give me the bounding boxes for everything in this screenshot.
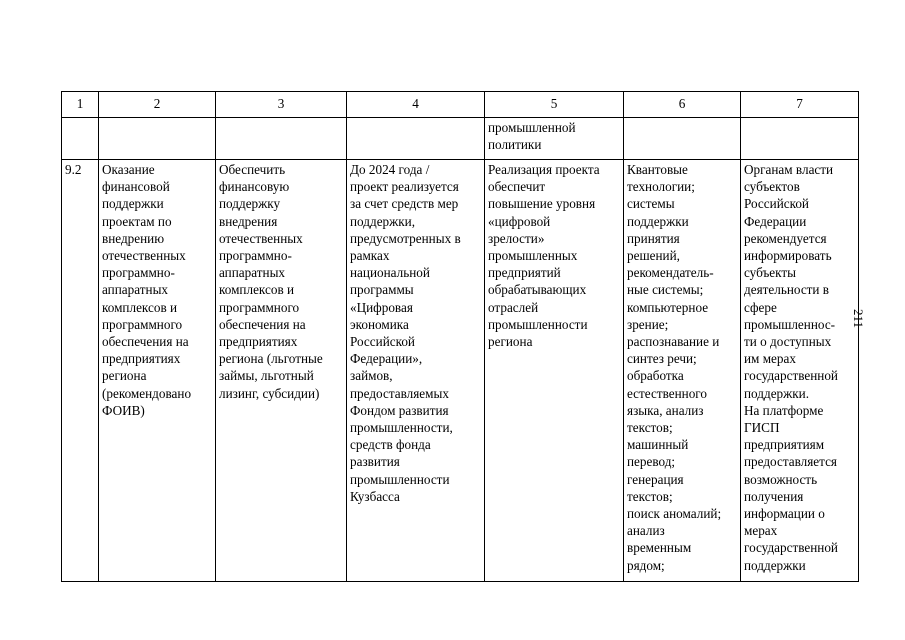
technologies-cell <box>624 160 741 582</box>
activity-name-cell <box>99 160 216 582</box>
cell-text-line: поддержки. <box>744 385 810 401</box>
timeline-funding-cell <box>347 160 485 582</box>
cell-text-line: естественного <box>627 385 707 401</box>
cell-text-line: предприятиях <box>102 351 181 367</box>
cell-text-line: Российской <box>350 334 415 350</box>
header-cell-5: 5 <box>485 92 624 118</box>
cell-text-line: финансовой <box>102 179 170 195</box>
cell-text-line: сфере <box>744 299 777 315</box>
cell-text-line: государственной <box>744 368 838 384</box>
cell-text-line: субъектов <box>744 179 800 195</box>
cell-text-line: программы <box>350 282 414 298</box>
cell-text-line: промышленнос- <box>744 316 836 332</box>
cell-text-line: ГИСП <box>744 420 780 436</box>
cell-text-line: промышленности <box>350 471 450 487</box>
cell-text-line: предприятий <box>488 265 561 281</box>
cell-text-line: До 2024 года / <box>350 162 430 177</box>
cell-text-line: Квантовые <box>627 162 688 177</box>
cell-text-line: распознавание и <box>627 334 720 350</box>
cell-text-line: Оказание <box>102 162 155 177</box>
cell-text-line: возможность <box>744 471 818 487</box>
cell-text-line: повышение уровня <box>488 196 596 212</box>
cell-text-line: национальной <box>350 265 430 281</box>
cell-text-line: получения <box>744 488 804 504</box>
objective-cell <box>216 160 347 582</box>
cell-text-line: средств фонда <box>350 437 431 453</box>
cell-text-line: принятия <box>627 230 680 246</box>
cell-text-line: перевод; <box>627 454 676 470</box>
cell-text-line: предоставляется <box>744 454 837 470</box>
cell-text-line: внедрению <box>102 230 165 246</box>
cell-text-line: региона (льготные <box>219 351 323 367</box>
cell-text-line: На платформе <box>744 402 824 418</box>
cell-text-line: субъекты <box>744 265 797 281</box>
cell-text-line: временным <box>627 540 692 556</box>
header-cell-4: 4 <box>347 92 485 118</box>
cell-text-line: политики <box>488 137 542 153</box>
cell-text-line: отраслей <box>488 299 539 315</box>
cell-text-line: Кузбасса <box>350 488 400 504</box>
cell-text-line: Российской <box>744 196 809 212</box>
continuation-row <box>62 118 859 160</box>
cell-text-line: поддержку <box>219 196 281 212</box>
recommendations-cell <box>741 160 859 582</box>
cell-text-line: текстов; <box>627 488 673 504</box>
cell-text-line: программно- <box>102 265 175 281</box>
cell-text-line: промышленности <box>488 316 588 332</box>
expected-result-cell <box>485 160 624 582</box>
cell-text-line: обеспечения на <box>102 334 189 350</box>
cell-text-line: ные системы; <box>627 282 704 298</box>
cell-text-line: обрабатывающих <box>488 282 587 298</box>
cell-text-line: поддержки <box>744 557 806 573</box>
cell-text-line: региона <box>488 334 533 350</box>
cell-text-line: им мерах <box>744 351 796 367</box>
cell-text-line: Органам власти <box>744 162 834 177</box>
cell-text-line: информации о <box>744 506 825 522</box>
page-number: 211 <box>851 309 866 329</box>
cell-text-line: текстов; <box>627 420 673 436</box>
cell-text-line: отечественных <box>102 248 186 264</box>
cell-text-line: аппаратных <box>219 265 286 281</box>
cell-text-line: рекомендатель- <box>627 265 714 281</box>
cell-text-line: лизинг, субсидии) <box>219 385 320 401</box>
cell-text-line: развития <box>350 454 400 470</box>
cell-text-line: языка, анализ <box>627 402 704 418</box>
cell-text-line: Федерации <box>744 213 807 229</box>
cell-text-line: Фондом развития <box>350 402 449 418</box>
cell-text-line: за счет средств мер <box>350 196 459 212</box>
cell-text-line: предусмотренных в <box>350 230 461 246</box>
header-cell-3: 3 <box>216 92 347 118</box>
table-row-9-2 <box>62 160 859 582</box>
cell-text-line: поиск аномалий; <box>627 506 722 522</box>
cell-text-line: ти о доступных <box>744 334 832 350</box>
cell-text-line: предприятиях <box>219 334 298 350</box>
row-number-cell: 9.2 <box>62 160 99 582</box>
cell-text-line: проектам по <box>102 213 172 229</box>
cell-text-line: предприятиям <box>744 437 825 453</box>
cell-text-line: проект реализуется <box>350 179 459 195</box>
header-cell-2: 2 <box>99 92 216 118</box>
cell-text-line: займы, льготный <box>219 368 314 384</box>
header-row <box>62 92 859 118</box>
cell-text-line: Обеспечить <box>219 162 286 177</box>
cont-cell-7 <box>741 118 859 160</box>
cell-text-line: решений, <box>627 248 680 264</box>
cell-text-line: программно- <box>219 248 292 264</box>
cont-cell-5 <box>485 118 624 160</box>
cell-text-line: поддержки, <box>350 213 416 229</box>
cell-text-line: обеспечения на <box>219 316 306 332</box>
cont-cell-1 <box>62 118 99 160</box>
cont-cell-4 <box>347 118 485 160</box>
cell-text-line: рамках <box>350 248 390 264</box>
cell-text-line: деятельности в <box>744 282 830 298</box>
cont-cell-3 <box>216 118 347 160</box>
cell-text-line: (рекомендовано <box>102 385 192 401</box>
cell-text-line: аппаратных <box>102 282 169 298</box>
cell-text-line: Федерации», <box>350 351 423 367</box>
cell-text-line: государственной <box>744 540 838 556</box>
header-cell-1: 1 <box>62 92 99 118</box>
cell-text-line: системы <box>627 196 675 212</box>
cell-text-line: обеспечит <box>488 179 546 195</box>
cell-text-line: мерах <box>744 523 778 539</box>
cell-text-line: поддержки <box>102 196 164 212</box>
cell-text-line: зрение; <box>627 316 669 332</box>
cell-text-line: региона <box>102 368 147 384</box>
cell-text-line: обработка <box>627 368 684 384</box>
cell-text-line: машинный <box>627 437 689 453</box>
cell-text-line: комплексов и <box>219 282 295 298</box>
cell-text-line: «цифровой <box>488 213 551 229</box>
cell-text-line: займов, <box>350 368 393 384</box>
cell-text-line: ФОИВ) <box>102 402 145 418</box>
cell-text-line: генерация <box>627 471 684 487</box>
cell-text-line: внедрения <box>219 213 278 229</box>
cell-text-line: анализ <box>627 523 665 539</box>
cell-text-line: «Цифровая <box>350 299 413 315</box>
cell-text-line: финансовую <box>219 179 290 195</box>
header-cell-7: 7 <box>741 92 859 118</box>
cell-text-line: информировать <box>744 248 832 264</box>
cell-text-line: зрелости» <box>488 230 545 246</box>
cell-text-line: программного <box>102 316 183 332</box>
cell-text-line: рядом; <box>627 557 665 573</box>
header-cell-6: 6 <box>624 92 741 118</box>
cell-text-line: предоставляемых <box>350 385 449 401</box>
cont-cell-6 <box>624 118 741 160</box>
cell-text-line: Реализация проекта <box>488 162 600 177</box>
cell-text-line: промышленной <box>488 120 576 135</box>
data-table <box>61 91 859 582</box>
cell-text-line: компьютерное <box>627 299 709 315</box>
cell-text-line: программного <box>219 299 300 315</box>
cell-text-line: отечественных <box>219 230 303 246</box>
cell-text-line: синтез речи; <box>627 351 697 367</box>
cell-text-line: экономика <box>350 316 409 332</box>
cell-text-line: поддержки <box>627 213 689 229</box>
cell-text-line: технологии; <box>627 179 695 195</box>
cell-text-line: промышленных <box>488 248 578 264</box>
cell-text-line: комплексов и <box>102 299 178 315</box>
cell-text-line: промышленности, <box>350 420 453 436</box>
cell-text-line: рекомендуется <box>744 230 827 246</box>
cont-cell-2 <box>99 118 216 160</box>
